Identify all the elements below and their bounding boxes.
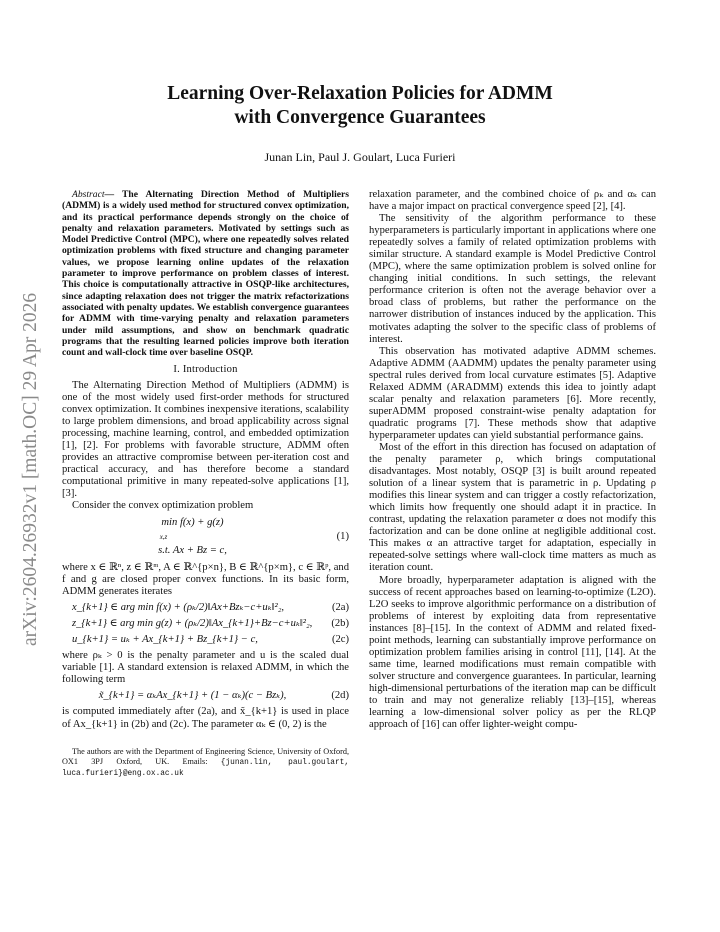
- footnote-emails[interactable]: {junan.lin, paul.goulart, luca.furieri}@eng.ox.ac.uk: [62, 758, 349, 778]
- equation-2d: [62, 690, 349, 702]
- equation-2c-body: u_{k+1} = uₖ + Ax_{k+1} + Bz_{k+1} − c,: [72, 634, 258, 646]
- right-paragraph-2: This observation has motivated adaptive ADMM schemes. Adaptive ADMM (AADMM) updates the penalty parameter using spectral rules derived from local curvature estimates [5]. Adaptive Relaxed ADMM (ARADMM) extends this idea to jointly adapt scalar penalty and relaxation parameters [6]. More recently, superADMM proposed constraint-wise penalty adaptation for quadratic programs [7]. These methods show that adaptive hyperparameter updates can yield substantial performance gains.: [369, 345, 656, 441]
- intro-paragraph-1: The Alternating Direction Method of Multipliers (ADMM) is one of the most widely used first-order methods for structured convex optimization. It combines inexpensive iterations, scalability to large problem dimensions, and broad applicability across signal processing, machine learning, control, and embedded optimization [1], [2]. For problems with favorable structure, ADMM often provides an attractive compromise between per-iteration cost and practical accuracy, and has therefore become a standard computational primitive in many repeated-solve applications [1], [3].: [62, 379, 349, 499]
- equation-1: [62, 516, 349, 558]
- definitions-paragraph: where x ∈ ℝⁿ, z ∈ ℝᵐ, A ∈ ℝ^{p×n}, B ∈ ℝ^{p×m}, c ∈ ℝᵖ, and f and g are closed proper convex functions. In its basic form, ADMM generates iterates: [62, 562, 349, 598]
- section-heading-introduction: I. Introduction: [173, 364, 238, 376]
- right-paragraph-1: The sensitivity of the algorithm performance to these hyperparameters is particularly important in applications where one repeatedly solves a family of related optimization problems with similar structure. A standard example is Model Predictive Control (MPC), where the same optimization problem is solved online for changing initial conditions. In such settings, the relevant performance criterion is often not the average behavior over a broad class of problems, but rather the performance on the narrower distribution of instances induced by the application. This motivates adapting the solver to the specific class of problems of interest.: [369, 213, 656, 345]
- equation-2d-body: x̃_{k+1} = αₖAx_{k+1} + (1 − αₖ)(c − Bzₖ),: [98, 690, 287, 702]
- equation-2a: [62, 602, 349, 614]
- arxiv-identifier: arXiv:2604.26932v1 [math.OC] 29 Apr 2026: [20, 292, 41, 646]
- relaxation-parameter-paragraph: is computed immediately after (2a), and x̃_{k+1} is used in place of Ax_{k+1} in (2b) and (2c). The parameter αₖ ∈ (0, 2) is the: [62, 706, 349, 730]
- right-paragraph-3: Most of the effort in this direction has focused on adaptation of the penalty parameter ρ, which brings computational disadvantages. Most notably, OSQP [3] is built around repeated solution of a linear system that is parametric in ρ. Updating ρ modifies this linear system and can trigger a costly refactorization, which limits how frequently one should adapt it in practice. In contrast, updating the relaxation parameter α does not modify this factorization and can be done online at negligible additional cost. This makes α an attractive target for adaptation, especially in repeated-solve settings where wall-clock time matters as much as iteration count.: [369, 441, 656, 574]
- equation-2b-body: z_{k+1} ∈ arg min g(z) + (ρₖ/2)‖Ax_{k+1}+Bz−c+uₖ‖²₂,: [72, 618, 313, 630]
- equation-2b-number: (2b): [331, 618, 349, 630]
- right-paragraph-4: More broadly, hyperparameter adaptation is aligned with the success of recent approaches based on learning-to-optimize (L2O). L2O seeks to improve algorithmic performance on a distribution of problems of interest by exploiting data from representative instances [8]–[15]. In the context of ADMM and related fixed-point methods, learning can substantially improve performance on optimization problem families arising in control [11], [14]. At the same time, learned modifications must remain compatible with solver structure and convergence guarantees. In particular, learning high-dimensional perturbations of the iteration map can be difficult to train and may not generalize reliably [13]–[15], whereas learning a low-dimensional solver policy as per the RLQP approach of [16] can offer lighter-weight compu-: [369, 574, 656, 731]
- equation-2a-number: (2a): [331, 602, 349, 614]
- paper-title: [100, 82, 620, 130]
- arxiv-stamp: [6, 250, 50, 650]
- equation-1-objective: min f(x) + g(z): [161, 517, 224, 529]
- abstract-label: Abstract: [72, 189, 105, 200]
- abstract-text: — The Alternating Direction Method of Multipliers (ADMM) is a widely used method for structured convex optimization, and its practical performance depends strongly on the choice of penalty and relaxation parameters. Motivated by settings such as Model Predictive Control (MPC), where one repeatedly solves related optimization problems with fixed structure and changing parameter values, we propose learning online updates of the relaxation parameter to improve performance on problem classes of interest. This choice is computationally attractive in OSQP-like architectures, since adapting relaxation does not trigger the matrix refactorizations associated with penalty updates. We establish convergence guarantees for ADMM with time-varying penalty and relaxation parameters under mild assumptions, and show on benchmark quadratic programs that the resulting learned policies improve both iteration count and wall-clock time over baseline OSQP.: [62, 189, 349, 359]
- left-column: [62, 189, 349, 779]
- equation-2c: [62, 634, 349, 646]
- equation-2c-number: (2c): [331, 634, 349, 646]
- equation-1-constraint: s.t. Ax + Bz = c,: [158, 545, 227, 557]
- equation-2d-number: (2d): [331, 690, 349, 702]
- equation-2a-body: x_{k+1} ∈ arg min f(x) + (ρₖ/2)‖Ax+Bzₖ−c+uₖ‖²₂,: [72, 602, 285, 614]
- relaxed-admm-paragraph: where ρₖ > 0 is the penalty parameter and u is the scaled dual variable [1]. A standard extension is relaxed ADMM, in which the following term: [62, 650, 349, 686]
- equation-1-number: (1): [336, 530, 349, 542]
- intro-paragraph-2: Consider the convex optimization problem: [72, 499, 254, 511]
- author-list: Junan Lin, Paul J. Goulart, Luca Furieri: [264, 150, 456, 164]
- footnote-text: The authors are with the Department of Engineering Science, University of Oxford, OX1 3PJ Oxford, UK. Emails:: [62, 746, 349, 766]
- right-paragraph-0: relaxation parameter, and the combined choice of ρₖ and αₖ can have a major impact on practical convergence speed [2], [4].: [369, 189, 656, 213]
- title-line-1: Learning Over-Relaxation Policies for ADMM: [167, 83, 553, 104]
- title-line-2: with Convergence Guarantees: [234, 107, 486, 128]
- abstract: [62, 189, 349, 358]
- affiliation-footnote: [62, 747, 349, 779]
- right-column: [369, 189, 656, 731]
- equation-1-subscript: x,z: [159, 533, 168, 542]
- equation-2b: [62, 618, 349, 630]
